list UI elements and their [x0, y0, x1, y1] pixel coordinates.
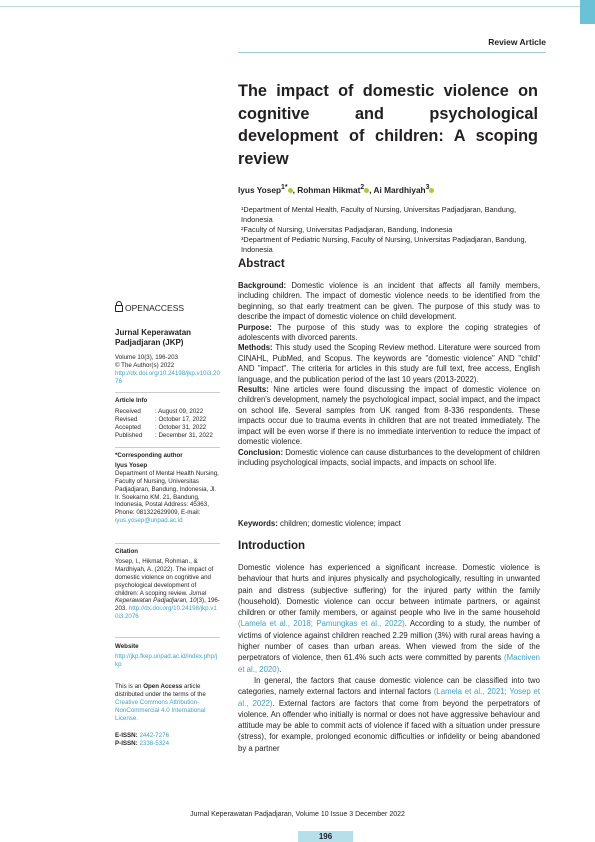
abstract-label: Purpose: [238, 322, 272, 332]
corresponding-heading: *Corresponding author [115, 452, 183, 459]
pissn-label: P-ISSN: [115, 739, 138, 747]
abstract-text: The purpose of this study was to explore the coping strategies of adolescents with divorced parents. [238, 322, 540, 343]
date-label: Accepted [115, 423, 141, 431]
citation-block [115, 548, 220, 621]
citation-link[interactable]: (Lamela et al., 2018; Pamungkas et al., 2022) [238, 619, 405, 629]
article-title: The impact of domestic violence on cognitive and psychological development of children: A scoping review [238, 82, 538, 168]
citation-doi-link[interactable]: http://dx.doi.org/10.24198/jkp.v10i3.2076 [115, 605, 217, 621]
date-label: Revised [115, 415, 138, 423]
citation-body [115, 558, 220, 621]
page-number: 196 [298, 831, 353, 842]
affiliations [238, 205, 543, 255]
sidebar-divider [115, 447, 220, 448]
intro-paragraph [238, 562, 540, 675]
corresponding-author [115, 452, 220, 525]
footer-journal-line: Jurnal Keperawatan Padjadjaran, Volume 10 Issue 3 December 2022 [190, 811, 405, 818]
license-text: article distributed under the terms of the [115, 683, 206, 698]
citation-journal: Jurnal Keperawatan Padjadjaran, 10 [115, 589, 207, 605]
article-info [115, 397, 220, 440]
keywords-label: Keywords: [238, 519, 278, 528]
article-info-heading: Article Info [115, 397, 148, 404]
author-name: Ai Mardhiyah [373, 184, 426, 195]
date-label: Received [115, 407, 141, 415]
author-list: Iyus Yosep$^{1*}$ , Rohman Hikmat$^2$ , Ai Mardhiyah$^3$ [238, 184, 434, 195]
corresponding-name: Iyus Yosep [115, 461, 148, 469]
email-link[interactable]: iyus.yosep@unpad.ac.id [115, 517, 183, 525]
abstract-conclusion [238, 448, 540, 469]
abstract-text: Domestic violence is an incident that affects all family members, including children. The impact of domestic violence needs to be identified from the beginning, so that early treatment can be given. The purpose of this study was to describe the impact of domestic violence on child development. [238, 281, 540, 322]
eissn-value[interactable]: 2442-7276 [139, 732, 170, 739]
author-name: Iyus Yosep [238, 184, 282, 195]
keywords-text: children; domestic violence; impact [280, 519, 401, 528]
citation-link[interactable]: (Macniven et al., 2020) [238, 653, 540, 674]
abstract-text: Domestic violence can cause disturbances to the development of children including psychological impacts, social impacts, and impacts on school life. [238, 447, 540, 467]
abstract-background [238, 281, 540, 323]
citation-heading: Citation [115, 548, 139, 555]
website-link[interactable]: http://jkp.fkep.unpad.ac.id/index.php/jkp [115, 652, 218, 668]
citation-pages: (3), 196-203. [115, 597, 220, 613]
eissn-label: E-ISSN: [115, 732, 138, 739]
date-row [115, 416, 220, 424]
abstract-label: Background: [238, 281, 287, 290]
license-text: This is an [115, 683, 142, 690]
abstract-text: Nine articles were found discussing the impact of domestic violence on children's development, namely the psychological impact, social impact, and the impact on school life. Several samples from UK ranged from 8-336 respondents. These impacts occur due to trauma events in children that are not treated immediately. The impact will be even worse if there is no immediate intervention to reduce the impact of domestic violence. [238, 385, 540, 447]
date-label: Published [115, 431, 143, 439]
abstract-methods [238, 343, 540, 385]
license-link[interactable]: Creative Commons Attribution-NonCommercial 4.0 International License. [115, 698, 206, 722]
corresponding-address [115, 470, 220, 525]
affiliation-item: ²Faculty of Nursing, Universitas Padjadjaran, Bandung, Indonesia [241, 225, 453, 234]
issn-block [115, 732, 220, 748]
sidebar-divider [115, 543, 220, 544]
lock-icon [115, 305, 123, 312]
author-name: Rohman Hikmat [297, 184, 361, 195]
date-value: : August 09, 2022 [155, 407, 204, 415]
date-value: : October 31, 2022 [155, 423, 207, 431]
introduction-heading: Introduction [238, 540, 306, 552]
intro-text: . According to a study, the number of victims of violence against children reached 2.29 million (3%) with rural areas having a higher number of cases than urban areas. When viewed from the side of the perpetrators of violence, then 61.4% such acts were committed by parents [238, 619, 540, 663]
date-row [115, 408, 220, 416]
date-row [115, 432, 220, 440]
eissn [115, 732, 220, 740]
license-open-access: Open Access [143, 683, 183, 690]
volume-block [115, 354, 220, 386]
website-block [115, 643, 220, 669]
open-access-badge [115, 303, 184, 313]
date-value: : December 31, 2022 [155, 431, 213, 439]
intro-text: Domestic violence has experienced a significant increase. Domestic violence is behaviour that hurts and injures physically and psychologically, resulting in unwanted pain and distress (subjective suffering) for the injured party within the family (household). Domestic violence can occur between intimate partners, or against children or other family members, or against people who live in the same household [238, 563, 540, 618]
article-type-label: Review Article [488, 37, 546, 47]
intro-text: . External factors are factors that come from beyond the perpetrators of violence. An offender who initially is normal or does not have aggressive behaviour and attitude may be able to commit acts of violence if faced with a situation under pressure (stress), for example, prolonged economic difficulties or infidelity or being abandoned by a partner [238, 698, 540, 753]
pissn [115, 740, 220, 748]
orcid-icon[interactable] [364, 188, 369, 193]
author-sup: 1* [281, 184, 288, 191]
sidebar-divider [115, 637, 220, 638]
header-rule [238, 52, 546, 53]
intro-paragraph [238, 675, 540, 754]
license-block [115, 683, 220, 723]
orcid-icon[interactable] [429, 188, 434, 193]
doi-link[interactable]: http://dx.doi.org/10.24198/jkp.v10i3.2076 [115, 369, 220, 385]
journal-name: Jurnal Keperawatan Padjadjaran (JKP) [115, 328, 192, 348]
copyright: © The Author(s) 2022 [115, 361, 175, 369]
abstract-label: Methods: [238, 343, 273, 353]
abstract-label: Conclusion: [238, 447, 284, 457]
intro-text: . [279, 664, 282, 674]
volume-info: Volume 10(3), 196-203 [115, 354, 178, 361]
abstract-heading: Abstract [238, 258, 285, 270]
citation-link[interactable]: (Lamela et al., 2021; Yosep et al., 2022) [238, 687, 541, 708]
affiliation-item: ¹Department of Mental Health, Faculty of Nursing, Universitas Padjadjaran, Bandung, Indonesia [241, 205, 516, 224]
corner-tab [580, 0, 595, 24]
pissn-value[interactable]: 2338-5324 [139, 739, 170, 747]
website-heading: Website [115, 643, 139, 650]
corresponding-address-text: Department of Mental Health Nursing, Faculty of Nursing, Universitas Padjadjaran, Bandung, Indonesia, Jl. Ir. Soekarno KM. 21, Bandung, Indonesia, Postal Address: 45363, Phone: 081322629909, E-mail: [115, 469, 219, 517]
affiliation-item: ³Department of Pediatric Nursing, Faculty of Nursing, Universitas Padjadjaran, Bandung, Indonesia [241, 235, 527, 254]
intro-text: In general, the factors that cause domestic violence can be classified into two categories, namely external factors and internal factors [238, 675, 540, 697]
date-value: : October 17, 2022 [155, 415, 207, 423]
orcid-icon[interactable] [288, 188, 293, 193]
abstract-text: This study used the Scoping Review method. Literature were sourced from CINAHL, PubMed, and Scopus. The keywords are "domestic violence" AND "child" AND "impact". The criteria for articles in this study are full text, free access, English language, and the publication period of the last 10 years (2013-2022). [238, 343, 540, 384]
abstract-label: Results: [238, 385, 269, 395]
abstract-results [238, 385, 540, 447]
top-rule [0, 6, 595, 7]
sidebar-divider [115, 392, 220, 393]
keywords [238, 519, 401, 528]
author-sup: 2 [360, 184, 365, 191]
abstract-body [238, 281, 540, 468]
citation-text: Yosep, I., Hikmat, Rohman., & Mardhiyah, A. (2022). The impact of domestic violence on cognitive and psychological development of children: A scoping review. [115, 557, 214, 597]
author-sup: 3 [425, 184, 430, 191]
open-access-label: OPENACCESS [125, 303, 185, 313]
introduction-body [238, 562, 540, 754]
date-row [115, 424, 220, 432]
abstract-purpose [238, 323, 540, 344]
